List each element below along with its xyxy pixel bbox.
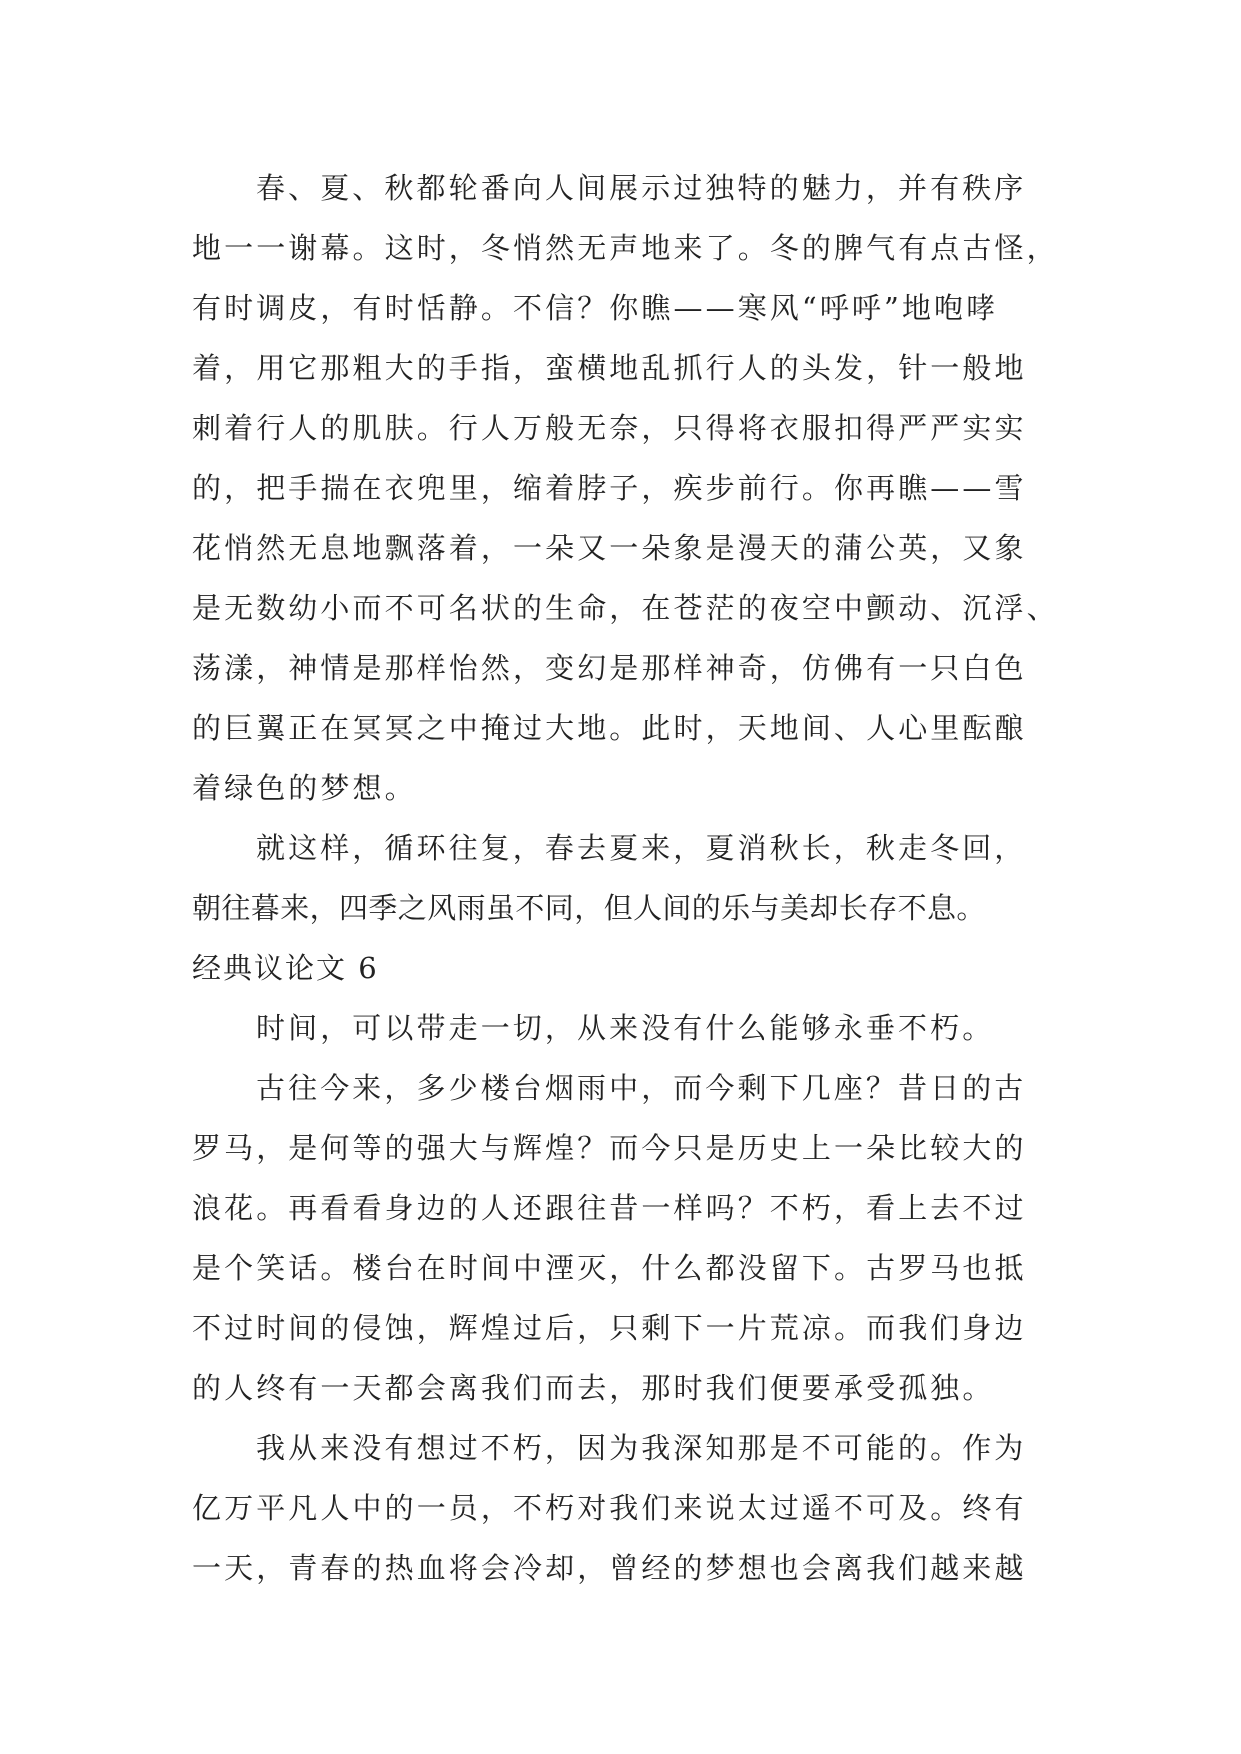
paragraph-winter	[192, 158, 1062, 818]
text-line: 的人终有一天都会离我们而去，那时我们便要承受孤独。	[192, 1371, 995, 1405]
paragraph-time	[192, 998, 1062, 1058]
text-line: 时间，可以带走一切，从来没有什么能够永垂不朽。	[256, 1011, 995, 1045]
article-body	[192, 158, 1062, 1598]
paragraph-ordinary	[192, 1418, 1062, 1598]
text-line: 春、夏、秋都轮番向人间展示过独特的魅力，并有秩序	[256, 171, 1027, 205]
text-line: 浪花。再看看身边的人还跟往昔一样吗？不朽，看上去不过	[192, 1191, 1027, 1225]
text-line: 我从来没有想过不朽，因为我深知那是不可能的。作为	[256, 1431, 1027, 1465]
text-line: 着绿色的梦想。	[192, 771, 417, 805]
text-line: 有时调皮，有时恬静。不信？你瞧——寒风“呼呼”地咆哮	[192, 291, 999, 325]
text-line: 刺着行人的肌肤。行人万般无奈，只得将衣服扣得严严实实	[192, 411, 1027, 445]
text-line: 不过时间的侵蚀，辉煌过后，只剩下一片荒凉。而我们身边	[192, 1311, 1027, 1345]
paragraph-cycle	[192, 818, 1062, 938]
text-line: 一天，青春的热血将会冷却，曾经的梦想也会离我们越来越	[192, 1551, 1027, 1585]
text-line: 是个笑话。楼台在时间中湮灭，什么都没留下。古罗马也抵	[192, 1251, 1027, 1285]
text-line: 花悄然无息地飘落着，一朵又一朵象是漫天的蒲公英，又象	[192, 531, 1027, 565]
text-line: 地一一谢幕。这时，冬悄然无声地来了。冬的脾气有点古怪，	[192, 231, 1059, 265]
text-line: 的，把手揣在衣兜里，缩着脖子，疾步前行。你再瞧——雪	[192, 471, 1027, 505]
text-line: 着，用它那粗大的手指，蛮横地乱抓行人的头发，针一般地	[192, 351, 1027, 385]
text-line: 罗马，是何等的强大与辉煌？而今只是历史上一朵比较大的	[192, 1131, 1027, 1165]
text-line: 荡漾，神情是那样怡然，变幻是那样神奇，仿佛有一只白色	[192, 651, 1027, 685]
section-title: 经典议论文 6	[192, 951, 379, 985]
text-line: 古往今来，多少楼台烟雨中，而今剩下几座？昔日的古	[256, 1071, 1027, 1105]
text-line: 是无数幼小而不可名状的生命，在苍茫的夜空中颤动、沉浮、	[192, 591, 1059, 625]
text-line: 的巨翼正在冥冥之中掩过大地。此时，天地间、人心里酝酿	[192, 711, 1027, 745]
text-line: 就这样，循环往复，春去夏来，夏消秋长，秋走冬回，	[256, 831, 1027, 865]
section-heading	[192, 938, 1062, 998]
text-line: 朝往暮来，四季之风雨虽不同，但人间的乐与美却长存不息。	[192, 891, 986, 925]
text-line: 亿万平凡人中的一员，不朽对我们来说太过遥不可及。终有	[192, 1491, 1027, 1525]
paragraph-history	[192, 1058, 1062, 1418]
